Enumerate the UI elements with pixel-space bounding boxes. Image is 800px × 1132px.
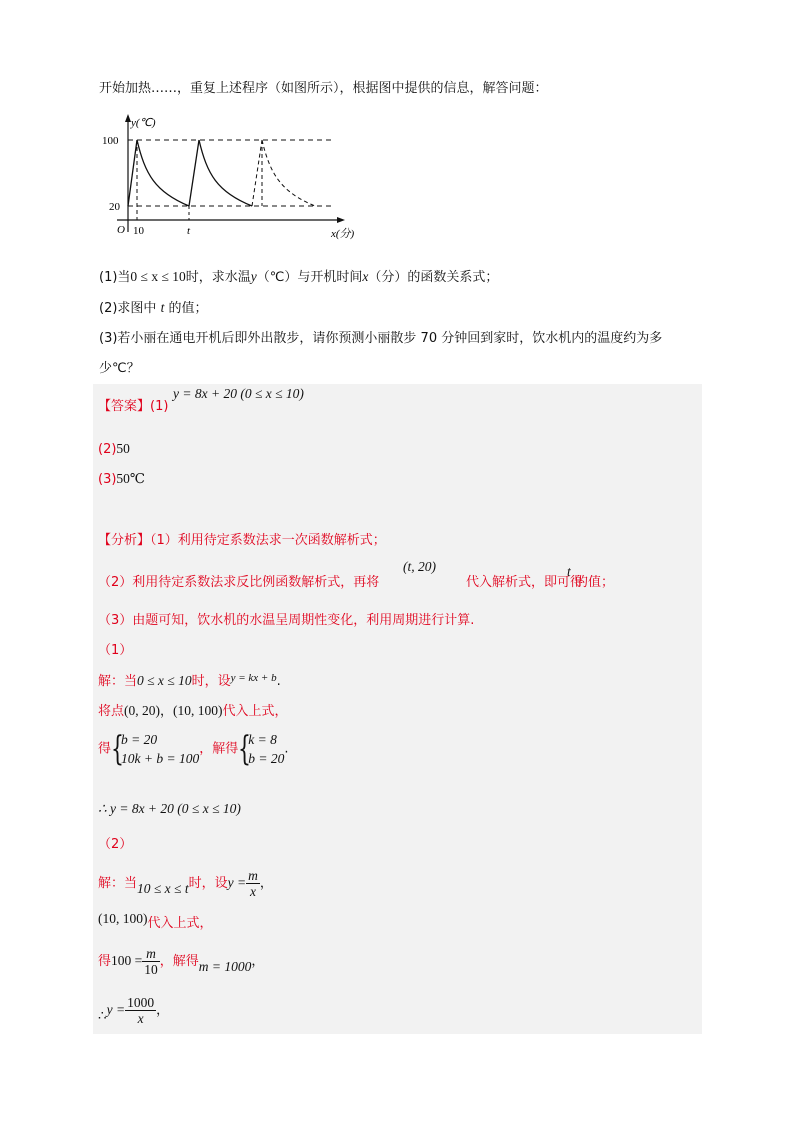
y-axis-label: y(℃) [131, 117, 156, 129]
intro-text: 开始加热……，重复上述程序（如图所示），根据图中提供的信息，解答问题： [99, 81, 548, 96]
analysis-line-3: （3）由题可知，饮水机的水温呈周期性变化，利用周期进行计算. [98, 613, 475, 628]
solution-1-line-2: 将点(0, 20)，(10, 100)代入上式， [98, 703, 288, 719]
solution-2-line-2: (10, 100)代入上式， [98, 911, 213, 931]
question-3-line-2: 少℃？ [99, 361, 140, 376]
equation-system-1: { b = 20 10k + b = 100 [111, 729, 200, 769]
solution-1-line-1: 解：当0 ≤ x ≤ 10时，设$^{y = kx + b}$. [98, 672, 281, 689]
analysis-line-2c: 的值； [575, 575, 615, 590]
fraction-m-over-x: $\frac{m}{x}$ [248, 868, 258, 899]
heating-segment-1 [128, 140, 137, 206]
solution-1-heading: （1） [98, 643, 133, 658]
x-tick-t: t [187, 225, 191, 237]
analysis-t: t [567, 564, 571, 579]
fraction-m-over-10: $\frac{m}{10}$ [144, 946, 158, 977]
analysis-line-1: 【分析】（1）利用待定系数法求一次函数解析式； [98, 533, 386, 548]
cooling-curve-3 [262, 140, 315, 206]
question-2: (2)求图中 t 的值； [99, 300, 208, 316]
question-1: (1)当0 ≤ x ≤ 10时，求水温y（℃）与开机时间x（分）的函数关系式； [99, 269, 499, 285]
solution-2-heading: （2） [98, 837, 133, 852]
y-tick-100: 100 [102, 135, 119, 147]
equation-system-2: { k = 8 b = 20 [238, 729, 285, 769]
fraction-1000-over-x: $\frac{1000}{x}$ [127, 995, 155, 1026]
answer-1-formula: y = 8x + 20 (0 ≤ x ≤ 10) [173, 386, 304, 401]
solution-2-line-3: 得100 = $\frac{m}{10}$ ，解得m = 1000， [98, 946, 265, 977]
x-tick-10: 10 [133, 225, 144, 237]
solution-1-line-3: 得 { b = 20 10k + b = 100 ，解得 { k = 8 b = 20 . [98, 729, 289, 769]
heating-segment-2 [189, 140, 199, 206]
analysis-point: (t, 20) [403, 559, 436, 574]
question-3-line-1: (3)若小丽在通电开机后即外出散步，请你预测小丽散步 70 分钟回到家时，饮水机内的温度约为多 [99, 331, 663, 346]
x-axis-arrow [337, 217, 345, 223]
temperature-graph [95, 112, 375, 242]
analysis-line-2: （2）利用待定系数法求反比例函数解析式，再将 [98, 575, 380, 590]
y-tick-20: 20 [109, 201, 120, 213]
x-axis-label: x(分) [331, 228, 355, 240]
solution-2-line-1: 解：当10 ≤ x ≤ t时，设y = $\frac{m}{x}$ ， [98, 868, 273, 899]
origin-label: O [117, 224, 125, 236]
answer-2: (2)50 [98, 441, 130, 457]
answer-3: (3)50℃ [98, 471, 146, 487]
heating-segment-3 [252, 140, 262, 206]
cooling-curve-2 [199, 140, 252, 206]
answer-label: 【答案】(1) [98, 399, 169, 414]
analysis-line-2b: 代入解析式，即可得 [466, 575, 584, 590]
cooling-curve-1 [137, 140, 189, 206]
solution-1-result: ∴ y = 8x + 20 (0 ≤ x ≤ 10) [98, 801, 241, 816]
solution-2-line-4: ∴y = $\frac{1000}{x}$ ， [98, 995, 170, 1026]
